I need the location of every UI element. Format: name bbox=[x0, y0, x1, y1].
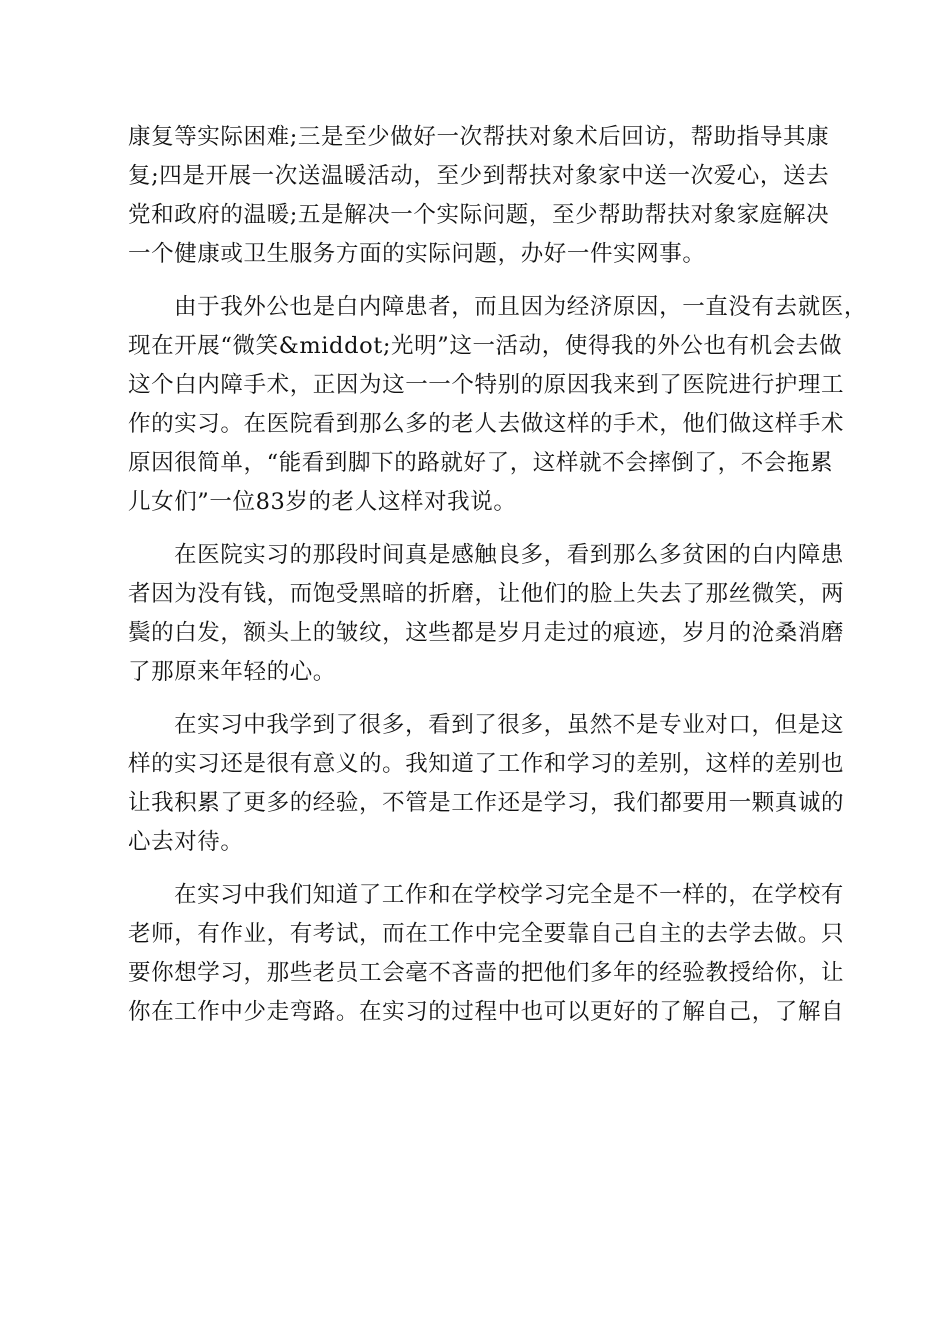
paragraph-4 bbox=[128, 706, 845, 862]
text-line: 你在工作中少走弯路。在实习的过程中也可以更好的了解自己，了解自 bbox=[128, 999, 845, 1025]
text-line: 了那原来年轻的心。 bbox=[128, 659, 336, 685]
paragraph-5 bbox=[128, 876, 845, 1032]
text-line: 作的实习。在医院看到那么多的老人去做这样的手术，他们做这样手术 bbox=[128, 411, 845, 437]
document-body bbox=[128, 118, 868, 1032]
paragraph-2 bbox=[128, 288, 868, 522]
text-line: 一个健康或卫生服务方面的实际问题，办好一件实网事。 bbox=[128, 241, 706, 267]
text-line: 儿女们”一位83岁的老人这样对我说。 bbox=[128, 489, 517, 515]
text-line: 者因为没有钱，而饱受黑暗的折磨，让他们的脸上失去了那丝微笑，两 bbox=[128, 581, 845, 607]
text-line: 党和政府的温暖;五是解决一个实际问题，至少帮助帮扶对象家庭解决 bbox=[128, 202, 830, 228]
text-line: 要你想学习，那些老员工会毫不吝啬的把他们多年的经验教授给你，让 bbox=[128, 960, 845, 986]
text-line: 鬓的白发，额头上的皱纹，这些都是岁月走过的痕迹，岁月的沧桑消磨 bbox=[128, 620, 845, 646]
text-line: 让我积累了更多的经验，不管是工作还是学习，我们都要用一颗真诚的 bbox=[128, 790, 845, 816]
text-line: 在实习中我学到了很多，看到了很多，虽然不是专业对口，但是这 bbox=[174, 712, 844, 738]
text-line: 现在开展“微笑&middot;光明”这一活动，使得我的外公也有机会去做 bbox=[128, 333, 843, 359]
text-line: 样的实习还是很有意义的。我知道了工作和学习的差别，这样的差别也 bbox=[128, 751, 845, 777]
text-line: 老师，有作业，有考试，而在工作中完全要靠自己自主的去学去做。只 bbox=[128, 921, 845, 947]
paragraph-1 bbox=[128, 118, 828, 274]
text-line: 原因很简单，“能看到脚下的路就好了，这样就不会摔倒了，不会拖累 bbox=[128, 450, 834, 476]
paragraph-3 bbox=[128, 536, 845, 692]
text-line: 在实习中我们知道了工作和在学校学习完全是不一样的，在学校有 bbox=[174, 882, 844, 908]
text-line: 在医院实习的那段时间真是感触良多，看到那么多贫困的白内障患 bbox=[174, 542, 844, 568]
text-line: 康复等实际困难;三是至少做好一次帮扶对象术后回访，帮助指导其康 bbox=[128, 124, 830, 150]
text-line: 心去对待。 bbox=[128, 829, 244, 855]
text-line: 复;四是开展一次送温暖活动，至少到帮扶对象家中送一次爱心，送去 bbox=[128, 163, 830, 189]
text-line: 由于我外公也是白内障患者，而且因为经济原因，一直没有去就医， bbox=[174, 294, 868, 320]
text-line: 这个白内障手术，正因为这一一个特别的原因我来到了医院进行护理工 bbox=[128, 372, 845, 398]
